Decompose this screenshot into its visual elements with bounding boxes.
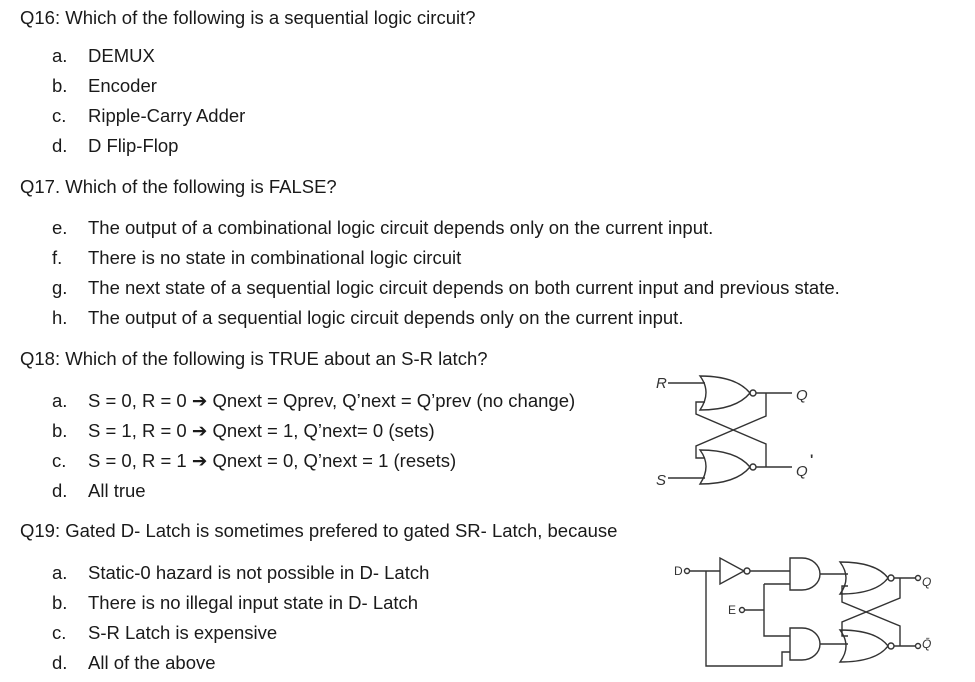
option-text: The output of a sequential logic circuit depends only on the current input. — [88, 307, 684, 328]
d-cross-wire-2 — [842, 586, 900, 646]
option-letter: c. — [52, 450, 67, 471]
e-branch-wire — [764, 584, 790, 636]
option-text: S = 0, R = 1 ➔ Qnext = 0, Q’next = 1 (resets) — [88, 450, 457, 471]
option-text: The output of a combinational logic circuit depends only on the current input. — [88, 217, 714, 238]
d-label-d: D — [674, 564, 683, 578]
option-letter: a. — [52, 390, 68, 411]
option-text: There is no illegal input state in D- Latch — [88, 592, 419, 613]
option-text: All of the above — [88, 652, 216, 673]
option-text: The next state of a sequential logic circuit depends on both current input and previous state. — [88, 277, 840, 298]
q17-option-h — [52, 307, 683, 329]
sr-label-s: S — [656, 472, 667, 489]
option-letter: h. — [52, 307, 68, 328]
d-label-e: E — [728, 603, 737, 617]
d-lower-nor-bubble — [888, 643, 894, 649]
q17-option-g — [52, 277, 840, 299]
q18-option-b — [52, 420, 435, 442]
d-label-q: Q — [922, 575, 932, 589]
d-qbar-terminal — [916, 644, 921, 649]
option-text: S = 0, R = 0 ➔ Qnext = Qprev, Q’next = Q’prev (no change) — [88, 390, 576, 411]
q19-option-b — [52, 592, 418, 614]
option-text: D Flip-Flop — [88, 135, 179, 156]
question-19-text: Q19: Gated D- Latch is sometimes prefered to gated SR- Latch, because — [20, 520, 618, 541]
q17-option-e — [52, 217, 713, 239]
option-letter: c. — [52, 622, 67, 643]
option-text: There is no state in combinational logic circuit — [88, 247, 462, 268]
option-letter: g. — [52, 277, 68, 298]
option-letter: e. — [52, 217, 68, 238]
d-input-terminal — [685, 569, 690, 574]
sr-lower-nor-gate — [700, 450, 750, 484]
q19-option-d — [52, 652, 216, 674]
option-letter: d. — [52, 652, 68, 673]
sr-latch-diagram — [648, 368, 828, 498]
d-lower-and-gate — [790, 628, 820, 660]
q18-option-a — [52, 390, 575, 412]
q19-option-a — [52, 562, 429, 584]
sr-label-r: R — [656, 375, 667, 392]
sr-label-q: Q — [796, 387, 808, 404]
option-letter: a. — [52, 562, 68, 583]
option-text: Static-0 hazard is not possible in D- Latch — [88, 562, 430, 583]
sr-label-qbar: Q — [796, 463, 808, 480]
q19-option-c — [52, 622, 277, 644]
d-inverter — [720, 558, 744, 584]
option-text: S = 1, R = 0 ➔ Qnext = 1, Q’next= 0 (sets) — [88, 420, 435, 441]
d-upper-nor-bubble — [888, 575, 894, 581]
d-upper-nor-gate — [840, 562, 888, 594]
d-q-terminal — [916, 576, 921, 581]
sr-upper-nor-gate — [700, 376, 750, 410]
q16-option-b — [52, 75, 157, 97]
question-17-text: Q17. Which of the following is FALSE? — [20, 176, 337, 197]
q16-option-c — [52, 105, 245, 127]
d-cross-wire-1 — [842, 578, 900, 636]
d-upper-and-gate — [790, 558, 820, 590]
q17-option-f — [52, 247, 461, 269]
question-18-text: Q18: Which of the following is TRUE about an S-R latch? — [20, 348, 488, 369]
d-latch-diagram — [672, 548, 934, 676]
option-letter: b. — [52, 75, 68, 96]
d-lower-nor-gate — [840, 630, 888, 662]
option-letter: f. — [52, 247, 63, 268]
question-16-text: Q16: Which of the following is a sequential logic circuit? — [20, 7, 476, 28]
option-letter: b. — [52, 592, 68, 613]
option-text: Ripple-Carry Adder — [88, 105, 246, 126]
option-text: S-R Latch is expensive — [88, 622, 278, 643]
option-text: All true — [88, 480, 146, 501]
q18-option-d — [52, 480, 146, 502]
option-letter: d. — [52, 135, 68, 156]
option-letter: a. — [52, 45, 68, 66]
e-input-terminal — [740, 608, 745, 613]
q16-option-a — [52, 45, 155, 67]
option-text: Encoder — [88, 75, 157, 96]
d-label-qbar: Q̄ — [922, 637, 932, 651]
d-direct-wire — [706, 571, 790, 666]
option-letter: d. — [52, 480, 68, 501]
sr-prime-mark: ' — [810, 451, 814, 467]
option-text: DEMUX — [88, 45, 155, 66]
option-letter: b. — [52, 420, 68, 441]
sr-cross-wire-1 — [696, 393, 766, 458]
sr-cross-wire-2 — [696, 402, 766, 467]
option-letter: c. — [52, 105, 67, 126]
q16-option-d — [52, 135, 178, 157]
q18-option-c — [52, 450, 456, 472]
